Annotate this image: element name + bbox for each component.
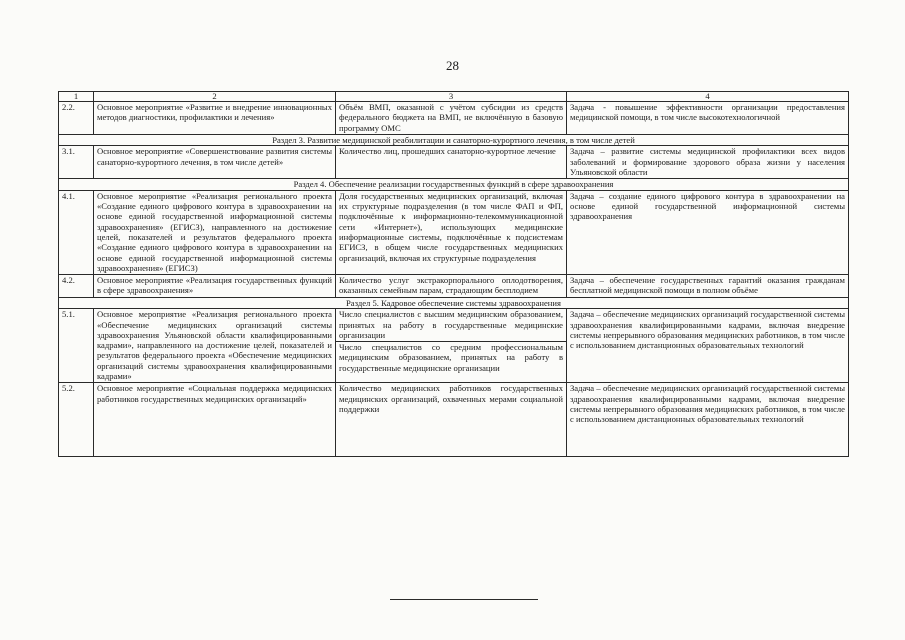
row-number: 4.1.	[59, 190, 94, 274]
section-title: Раздел 4. Обеспечение реализации государственных функций в сфере здравоохранения	[59, 179, 849, 191]
measures-table	[58, 91, 849, 457]
table-row	[59, 102, 849, 135]
section-title: Раздел 3. Развитие медицинской реабилитации и санаторно-курортного лечения, в том числе детей	[59, 134, 849, 146]
indicator-cell	[336, 309, 567, 383]
indicator-entry: Число специалистов со средним профессиональным медицинским образованием, принятых на работу в государственные медицинские организации	[336, 341, 566, 374]
page-number: 28	[446, 58, 459, 73]
task-cell: Задача – обеспечение государственных гарантий оказания гражданам бесплатной медицинской помощи в полном объёме	[567, 275, 849, 298]
indicator-cell: Количество услуг экстракорпорального оплодотворения, оказанных семейным парам, страдающим бесплодием	[336, 275, 567, 298]
indicator-cell: Объём ВМП, оказанной с учётом субсидии из средств федерального бюджета на ВМП, не включённую в базовую программу ОМС	[336, 102, 567, 135]
table-row	[59, 190, 849, 274]
row-number: 5.1.	[59, 309, 94, 383]
table-row	[59, 146, 849, 179]
task-cell: Задача - повышение эффективности организации предоставления медицинской помощи, в том числе высокотехнологичной	[567, 102, 849, 135]
task-cell: Задача – обеспечение медицинских организаций государственной системы здравоохранения квалифицированными кадрами, включая внедрение системы непрерывного образования медицинских работников, в том числе с использованием дистанционных образовательных технологий	[567, 309, 849, 383]
indicator-cell: Количество лиц, прошедших санаторно-курортное лечение	[336, 146, 567, 179]
event-cell: Основное мероприятие «Реализация регионального проекта «Обеспечение медицинских организаций системы здравоохранения Ульяновской области квалифицированными кадрами», направленного на достижение целей, показателей и результатов федерального проекта «Обеспечение медицинских организаций системы здравоохранения квалифицированными кадрами»	[94, 309, 336, 383]
indicator-cell: Доля государственных медицинских организаций, включая их структурные подразделения (в том числе ФАП и ФП, подключённые к информационно-телекоммуникационной сети «Интернет»), использующих медицинские информационные системы, подключённые к подсистемам ЕГИСЗ, в общем числе государственных медицинских организаций, включая их структурные подразделения	[336, 190, 567, 274]
section-header-row	[59, 297, 849, 309]
task-cell: Задача – развитие системы медицинской профилактики всех видов заболеваний и формирование здорового образа жизни у населения Ульяновской области	[567, 146, 849, 179]
column-number-row	[59, 92, 849, 102]
table-row	[59, 383, 849, 457]
table-row	[59, 309, 849, 383]
event-cell: Основное мероприятие «Реализация государственных функций в сфере здравоохранения»	[94, 275, 336, 298]
section-header-row	[59, 179, 849, 191]
task-cell: Задача – создание единого цифрового контура в здравоохранении на основе единой государственной информационной системы здравоохранения	[567, 190, 849, 274]
table-row	[59, 275, 849, 298]
section-title: Раздел 5. Кадровое обеспечение системы здравоохранения	[59, 297, 849, 309]
row-number: 4.2.	[59, 275, 94, 298]
column-number: 3	[336, 92, 567, 102]
task-cell: Задача – обеспечение медицинских организаций государственной системы здравоохранения квалифицированными кадрами, включая внедрение системы непрерывного образования медицинских работников, в том числе с использованием дистанционных образовательных технологий	[567, 383, 849, 457]
event-cell: Основное мероприятие «Развитие и внедрение инновационных методов диагностики, профилактики и лечения»	[94, 102, 336, 135]
section-header-row	[59, 134, 849, 146]
event-cell: Основное мероприятие «Совершенствование развития системы санаторно-курортного лечения, в том числе детей»	[94, 146, 336, 179]
indicator-cell: Количество медицинских работников государственных медицинских организаций, охваченных мерами социальной поддержки	[336, 383, 567, 457]
event-cell: Основное мероприятие «Реализация регионального проекта «Создание единого цифрового контура в здравоохранении на основе единой государственной информационной системы здравоохранения» (ЕГИСЗ), направленного на достижение целей, показателей и результатов федерального проекта «Создание единого цифрового контура в здравоохранении на основе единой государственной информационной системы здравоохранения» (ЕГИСЗ)	[94, 190, 336, 274]
footer-divider	[390, 599, 538, 600]
event-cell: Основное мероприятие «Социальная поддержка медицинских работников государственных медицинских организаций»	[94, 383, 336, 457]
indicator-entry: Число специалистов с высшим медицинским образованием, принятых на работу в государственные медицинские организации	[339, 309, 563, 340]
column-number: 1	[59, 92, 94, 102]
row-number: 3.1.	[59, 146, 94, 179]
column-number: 2	[94, 92, 336, 102]
column-number: 4	[567, 92, 849, 102]
row-number: 2.2.	[59, 102, 94, 135]
row-number: 5.2.	[59, 383, 94, 457]
